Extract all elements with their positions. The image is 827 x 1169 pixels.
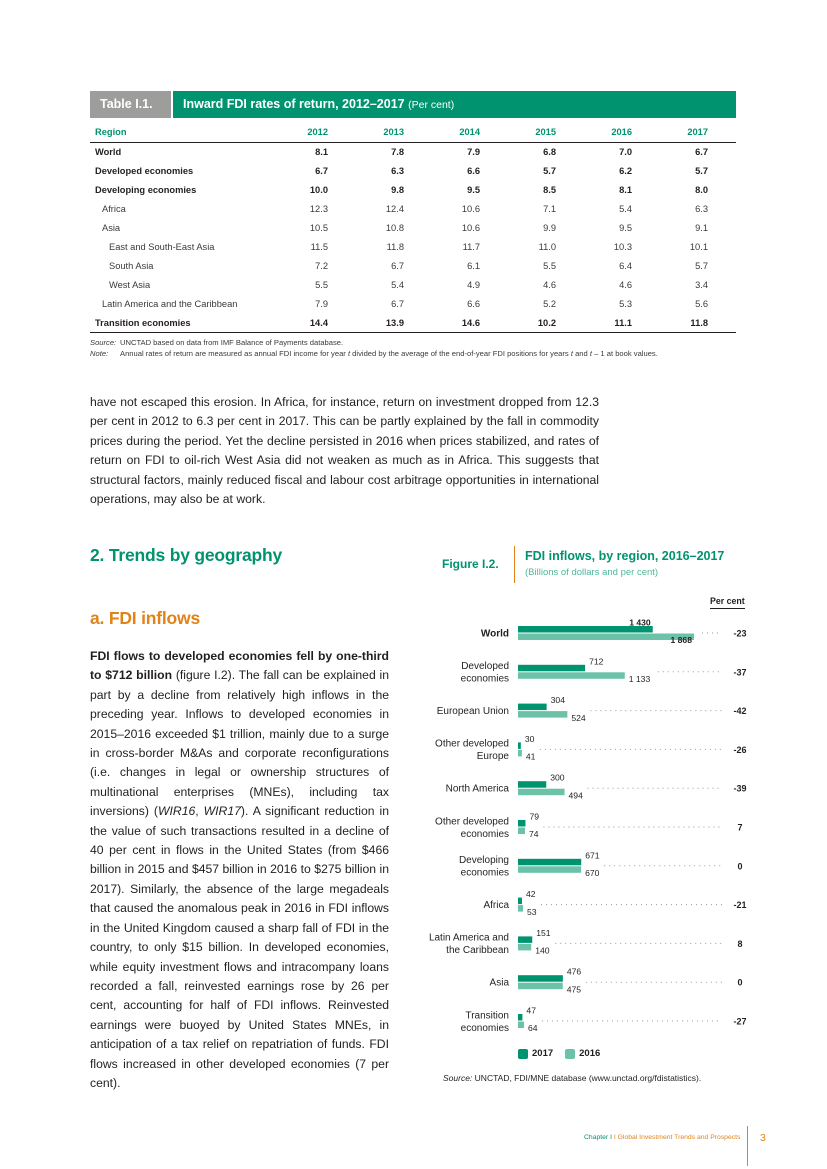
bar-2016 xyxy=(518,711,567,718)
rate-value: 7.1 xyxy=(543,203,556,214)
value-label-2017: 712 xyxy=(589,656,604,667)
legend-swatch xyxy=(565,1049,575,1059)
region-column-header: Region xyxy=(90,123,280,142)
subsection-heading: a. FDI inflows xyxy=(90,608,200,628)
year-column-header: 2017 xyxy=(660,123,736,142)
value-label-2017: 476 xyxy=(566,966,582,977)
value-label-2016: 64 xyxy=(528,1023,538,1034)
percent-change-label: -23 xyxy=(733,628,747,639)
value-label-2016: 670 xyxy=(585,868,600,878)
value-label-2016: 53 xyxy=(526,906,537,917)
rate-value: 5.7 xyxy=(695,165,708,176)
rate-value: 6.7 xyxy=(695,146,708,157)
legend-item-2016: 2016 xyxy=(565,1048,600,1059)
value-label-2017: 47 xyxy=(526,1005,536,1016)
category-label: Latin America and the Caribbean xyxy=(428,932,509,957)
rate-value: 7.2 xyxy=(315,261,328,272)
rate-value: 13.9 xyxy=(356,314,432,333)
report-reference: WIR16 xyxy=(158,804,196,819)
percent-change-label: 0 xyxy=(737,861,743,872)
value-label-2017: 304 xyxy=(550,695,565,706)
value-label-2016: 1 868 xyxy=(670,635,692,646)
bar-2017 xyxy=(518,704,547,711)
percent-change-label: 0 xyxy=(737,977,743,988)
rate-value: 8.1 xyxy=(619,184,632,195)
rate-value: 4.6 xyxy=(619,280,632,291)
rate-value: 4.9 xyxy=(467,280,480,291)
rate-value: 6.6 xyxy=(467,299,480,310)
rate-value: 11.1 xyxy=(584,314,660,333)
year-column-header: 2012 xyxy=(280,123,356,142)
bar-2016 xyxy=(518,866,581,873)
table-source: Source: UNCTAD based on data from IMF Balance of Payments database. xyxy=(90,338,344,347)
rate-value: 9.1 xyxy=(695,222,708,233)
bar-2016 xyxy=(518,789,565,796)
percent-change-label: 8 xyxy=(737,938,743,949)
region-name: Latin America and the Caribbean xyxy=(102,299,238,310)
rate-value: 8.1 xyxy=(315,146,328,157)
rate-value: 10.3 xyxy=(613,242,632,253)
percent-change-label: -27 xyxy=(733,1016,747,1027)
value-label-2016: 41 xyxy=(525,751,536,762)
table-number: Table I.1. xyxy=(90,91,171,118)
bar-2016 xyxy=(518,634,694,641)
figure-label: Figure I.2. xyxy=(442,557,499,571)
rate-value: 4.6 xyxy=(543,280,556,291)
intro-paragraph: have not escaped this erosion. In Africa, for instance, return on investment dropped from 12.3 per cent in 2012 to 6.3 per cent in 2017. This can be partly explained by the fall in commodity prices during the period. Yet the decline persisted in 2016 when prices stabilized, and rates of return on FDI to oil-rich West Asia did not weaken as much as in Africa. This suggests that structural factors, mainly reduced fiscal and labour cost arbitrage opportunities in international operations, may also be at work. xyxy=(90,395,599,507)
rate-value: 6.3 xyxy=(391,165,404,176)
bar-2016 xyxy=(518,1022,524,1029)
rate-value: 5.6 xyxy=(695,299,708,310)
rate-value: 11.0 xyxy=(538,242,556,253)
category-label: World xyxy=(480,628,509,640)
chart-legend xyxy=(518,1048,612,1059)
rate-value: 10.8 xyxy=(385,222,404,233)
note-text: Annual rates of return are measured as annual FDI income for year t divided by the average of the end-of-year FDI positions for years t and t – 1 at book values. xyxy=(120,349,658,358)
rate-value: 6.1 xyxy=(467,261,480,272)
rate-value: 5.5 xyxy=(543,261,556,272)
region-name: Transition economies xyxy=(90,314,280,333)
percent-change-label: -26 xyxy=(733,744,747,755)
rate-value: 14.6 xyxy=(432,314,508,333)
bar-2016 xyxy=(518,905,523,912)
report-reference: WIR17 xyxy=(203,804,241,819)
section-heading: 2. Trends by geography xyxy=(90,545,283,565)
bar-2016 xyxy=(518,828,525,835)
year-column-header: 2016 xyxy=(584,123,660,142)
rate-value: 9.8 xyxy=(391,184,404,195)
rate-value: 3.4 xyxy=(695,280,708,291)
value-label-2017: 1 430 xyxy=(629,617,651,628)
page-number: 3 xyxy=(760,1132,766,1144)
rate-value: 10.1 xyxy=(689,242,708,253)
bar-2017 xyxy=(518,665,585,672)
rate-value: 5.3 xyxy=(619,299,632,310)
rate-value: 9.5 xyxy=(619,222,632,233)
bar-2017 xyxy=(518,1014,522,1021)
category-label: Asia xyxy=(489,977,509,989)
value-label-2017: 42 xyxy=(525,889,536,900)
fdi-inflows-paragraph: FDI flows to developed economies fell by one-third to $712 billion (figure I.2). The fall can be explained in part by a decline from relatively high inflows in the preceding year. Inflows to developed economies in 2015–2016 exceeded $1 trillion, mainly due to a surge in cross-border M&As and corporate reconfigurations (i.e. changes in legal or ownership structures of multinational enterprises (MNEs), including tax inversions) (WIR16, WIR17). A significant reduction in the value of such transactions resulted in a decline of 40 per cent in flows in the United States (from $466 billion in 2015 and $457 billion in 2016 to $275 billion in 2017). Similarly, the absence of the large megadeals that caused the anomalous peak in 2016 in FDI inflows in the United Kingdom caused a sharp fall of FDI in the country, to only $15 billion. In developed economies, while equity investment flows and intracompany loans recorded a fall, reinvested earnings rose by 26 per cent, accounting for half of FDI inflows. Reinvested earnings were buoyed by United States MNEs, in anticipation of a tax relief on repatriation of funds. FDI flows increased in other developed economies (7 per cent). xyxy=(90,649,389,1090)
rate-value: 11.5 xyxy=(310,242,328,253)
value-label-2017: 79 xyxy=(529,811,540,822)
bar-2017 xyxy=(518,898,522,905)
rate-value: 7.0 xyxy=(619,146,632,157)
rate-value: 5.7 xyxy=(543,165,556,176)
percent-change-label: -39 xyxy=(733,783,747,794)
rate-value: 14.4 xyxy=(280,314,356,333)
figure-subtitle: (Billions of dollars and per cent) xyxy=(525,567,659,578)
bar-2017 xyxy=(518,742,521,749)
percent-change-label: -37 xyxy=(733,667,747,678)
rate-value: 11.7 xyxy=(462,242,480,253)
rate-value: 5.2 xyxy=(543,299,556,310)
legend-swatch xyxy=(518,1049,528,1059)
rate-value: 6.6 xyxy=(467,165,480,176)
rate-value: 6.7 xyxy=(391,261,404,272)
legend-item-2017: 2017 xyxy=(518,1048,553,1059)
category-label: Other developed economies xyxy=(435,816,509,840)
percent-change-label: 7 xyxy=(737,822,743,833)
table-title: Inward FDI rates of return, 2012–2017 xyxy=(183,97,405,111)
rate-value: 5.4 xyxy=(391,280,404,291)
year-column-header: 2013 xyxy=(356,123,432,142)
rate-value: 5.5 xyxy=(315,280,328,291)
rate-value: 6.8 xyxy=(543,146,556,157)
figure-source: Source: UNCTAD, FDI/MNE database (www.unctad.org/fdistatistics). xyxy=(443,1073,702,1083)
percent-change-label: -42 xyxy=(733,706,747,717)
category-label: Developed economies xyxy=(460,661,509,685)
rate-value: 6.7 xyxy=(391,299,404,310)
bar-2017 xyxy=(518,975,563,982)
figure-title: FDI inflows, by region, 2016–2017 xyxy=(525,549,725,563)
region-name: West Asia xyxy=(109,280,151,291)
bar-2016 xyxy=(518,672,625,679)
value-label-2017: 30 xyxy=(524,733,535,744)
region-name: East and South-East Asia xyxy=(109,242,215,253)
value-label-2016: 494 xyxy=(568,790,583,801)
rate-value: 12.4 xyxy=(385,203,404,214)
bar-2016 xyxy=(518,944,531,951)
rate-value: 10.6 xyxy=(461,222,480,233)
bar-2017 xyxy=(518,936,532,943)
rate-value: 8.0 xyxy=(695,184,708,195)
region-name: Africa xyxy=(102,203,126,214)
region-name: World xyxy=(95,146,122,157)
category-label: Developing economies xyxy=(458,855,509,879)
rate-value: 7.9 xyxy=(315,299,328,310)
value-label-2016: 475 xyxy=(566,984,582,995)
bar-2017 xyxy=(518,781,546,788)
year-column-header: 2014 xyxy=(432,123,508,142)
value-label-2016: 74 xyxy=(528,829,539,840)
rate-value: 6.7 xyxy=(315,165,328,176)
rate-value: 12.3 xyxy=(309,203,328,214)
category-label: European Union xyxy=(436,706,509,718)
value-label-2016: 140 xyxy=(535,945,550,956)
table-unit: (Per cent) xyxy=(408,99,455,111)
year-column-header: 2015 xyxy=(508,123,584,142)
region-name: South Asia xyxy=(109,261,154,272)
table-note: Note: Annual rates of return are measured as annual FDI income for year t divided by the average of the end-of-year FDI positions for years t and t – 1 at book values. xyxy=(90,349,658,358)
percent-change-label: -21 xyxy=(733,900,747,911)
value-label-2017: 151 xyxy=(536,927,551,938)
rate-value: 11.8 xyxy=(660,314,736,333)
rate-value: 9.9 xyxy=(543,222,556,233)
rate-value: 7.8 xyxy=(391,146,404,157)
percent-column-header: Per cent xyxy=(710,596,745,609)
bar-2017 xyxy=(518,859,581,866)
rate-value: 6.2 xyxy=(619,165,632,176)
value-label-2016: 524 xyxy=(571,712,586,723)
rate-value: 10.0 xyxy=(309,184,328,195)
region-name: Developing economies xyxy=(95,184,197,195)
rate-value: 9.5 xyxy=(467,184,480,195)
category-label: North America xyxy=(445,783,509,795)
lead-sentence: FDI flows to developed economies fell by one-third to $712 billion xyxy=(90,649,389,683)
region-name: Developed economies xyxy=(95,165,194,176)
footer-divider xyxy=(747,1126,748,1166)
category-label: Transition economies xyxy=(460,1010,509,1034)
value-label-2016: 1 133 xyxy=(628,674,651,684)
footer-chapter: Chapter I I Global Investment Trends and Prospects xyxy=(584,1134,741,1141)
rate-value: 7.9 xyxy=(467,146,480,157)
bar-2017 xyxy=(518,820,525,827)
rate-value: 11.8 xyxy=(386,242,404,253)
rate-value: 5.7 xyxy=(695,261,708,272)
rate-value: 8.5 xyxy=(543,184,556,195)
value-label-2017: 300 xyxy=(550,772,565,783)
value-label-2017: 671 xyxy=(585,850,600,861)
rate-value: 6.3 xyxy=(695,203,708,214)
category-label: Other developed Europe xyxy=(435,738,509,763)
category-label: Africa xyxy=(483,900,509,912)
rate-value: 10.2 xyxy=(508,314,584,333)
rate-value: 5.4 xyxy=(619,203,632,214)
bar-2016 xyxy=(518,983,563,990)
region-name: Asia xyxy=(102,222,121,233)
bar-2016 xyxy=(518,750,522,757)
rate-value: 6.4 xyxy=(619,261,632,272)
rate-value: 10.6 xyxy=(461,203,480,214)
rate-value: 10.5 xyxy=(309,222,328,233)
